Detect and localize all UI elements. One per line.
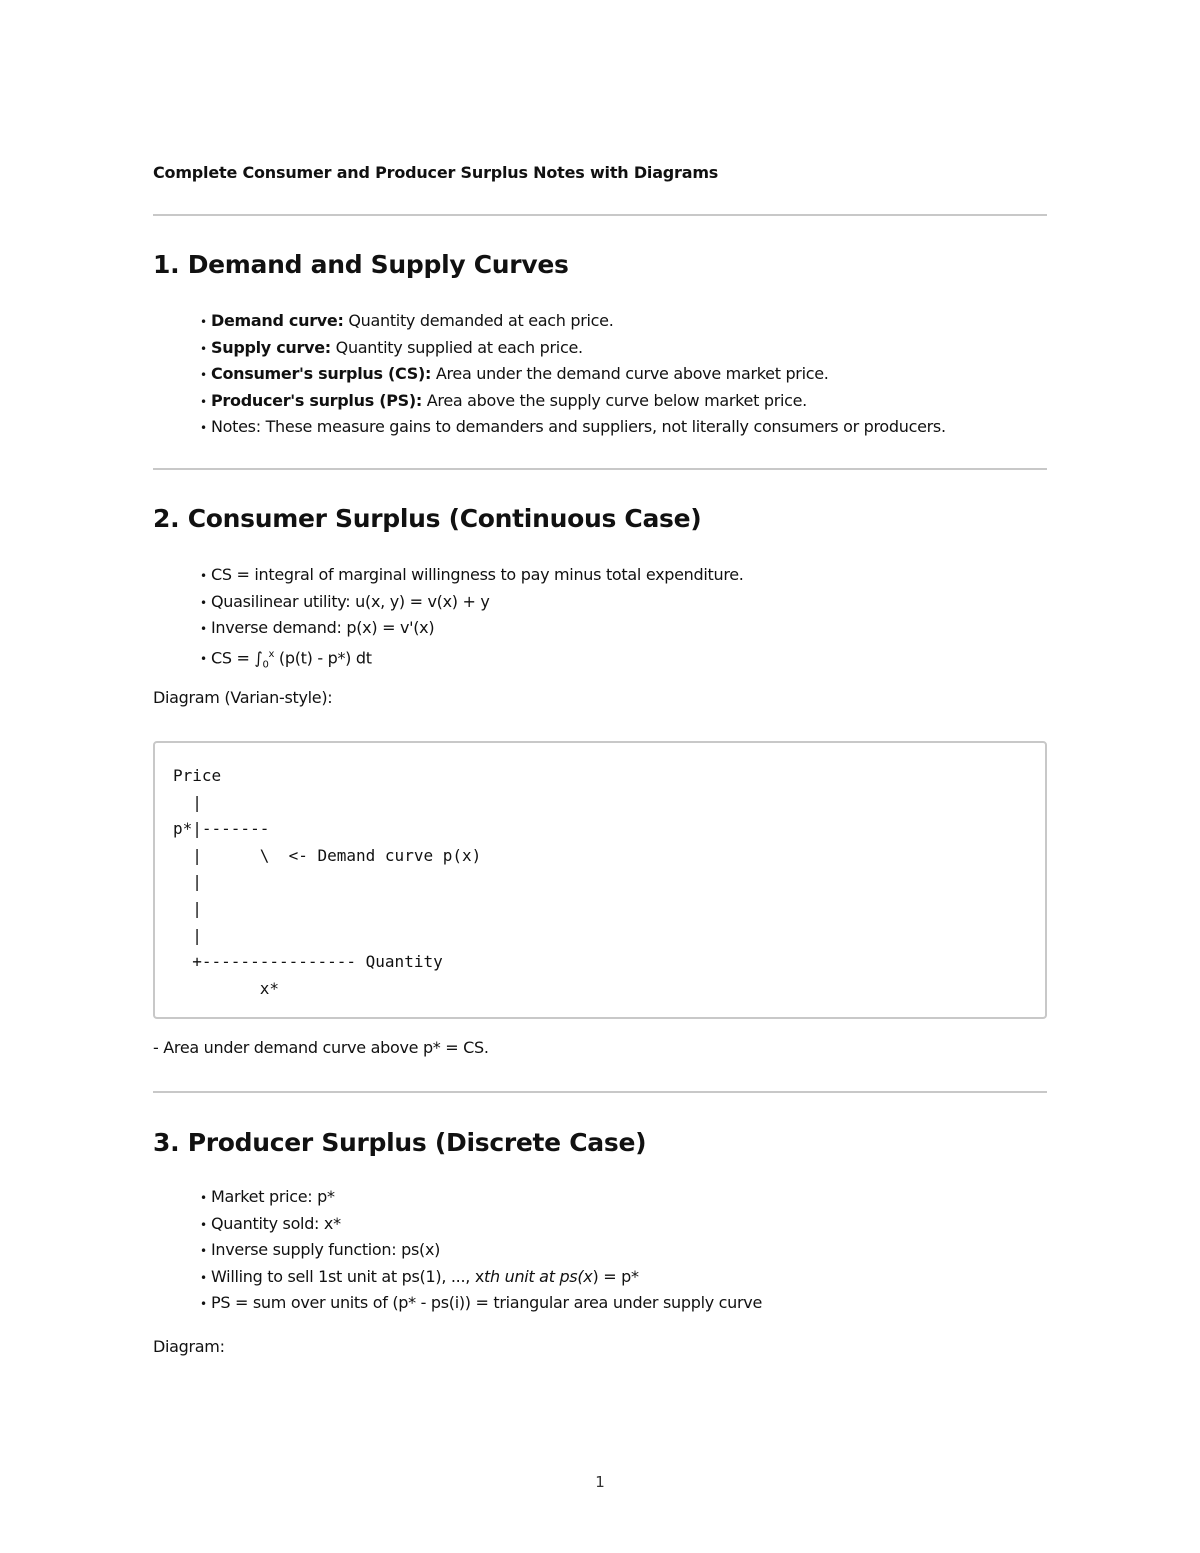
diagram-label: Diagram (Varian-style): [153, 688, 333, 707]
document-title: Complete Consumer and Producer Surplus Notes with Diagrams [153, 163, 719, 182]
section-2-heading: 2. Consumer Surplus (Continuous Case) [153, 504, 702, 533]
list-item: • Willing to sell 1st unit at ps(1), ..., xth unit at ps(x) = p* [200, 1264, 762, 1291]
divider [153, 214, 1047, 216]
area-note: - Area under demand curve above p* = CS. [153, 1038, 489, 1057]
page-number: 1 [595, 1473, 605, 1491]
section-3-heading: 3. Producer Surplus (Discrete Case) [153, 1128, 647, 1157]
list-item: • Quasilinear utility: u(x, y) = v(x) + y [200, 589, 744, 616]
list-item: • Notes: These measure gains to demanders and suppliers, not literally consumers or producers. [200, 414, 946, 441]
list-item: • Quantity sold: x* [200, 1211, 762, 1238]
divider [153, 468, 1047, 470]
list-item: • Inverse demand: p(x) = v'(x) [200, 615, 744, 642]
section-2-list [200, 562, 744, 671]
section-1-heading: 1. Demand and Supply Curves [153, 250, 569, 279]
ascii-diagram: Price | p*|------- | \ <- Demand curve p(x) | | | +---------------- Quantity x* [173, 766, 482, 998]
list-item: • Demand curve: Quantity demanded at each price. [200, 308, 946, 335]
list-item: • Inverse supply function: ps(x) [200, 1237, 762, 1264]
list-item: • Market price: p* [200, 1184, 762, 1211]
list-item: • CS = integral of marginal willingness to pay minus total expenditure. [200, 562, 744, 589]
section-3-list [200, 1184, 762, 1317]
code-block-diagram [153, 741, 1047, 1019]
diagram-label: Diagram: [153, 1337, 225, 1356]
list-item: • Producer's surplus (PS): Area above the supply curve below market price. [200, 388, 946, 415]
list-item: • Consumer's surplus (CS): Area under the demand curve above market price. [200, 361, 946, 388]
section-1-list [200, 308, 946, 441]
list-item: • Supply curve: Quantity supplied at each price. [200, 335, 946, 362]
list-item: • CS = $\int_0^x$ (p(t) - p*) dt [200, 642, 744, 669]
list-item: • PS = sum over units of (p* - ps(i)) = triangular area under supply curve [200, 1290, 762, 1317]
divider [153, 1091, 1047, 1093]
